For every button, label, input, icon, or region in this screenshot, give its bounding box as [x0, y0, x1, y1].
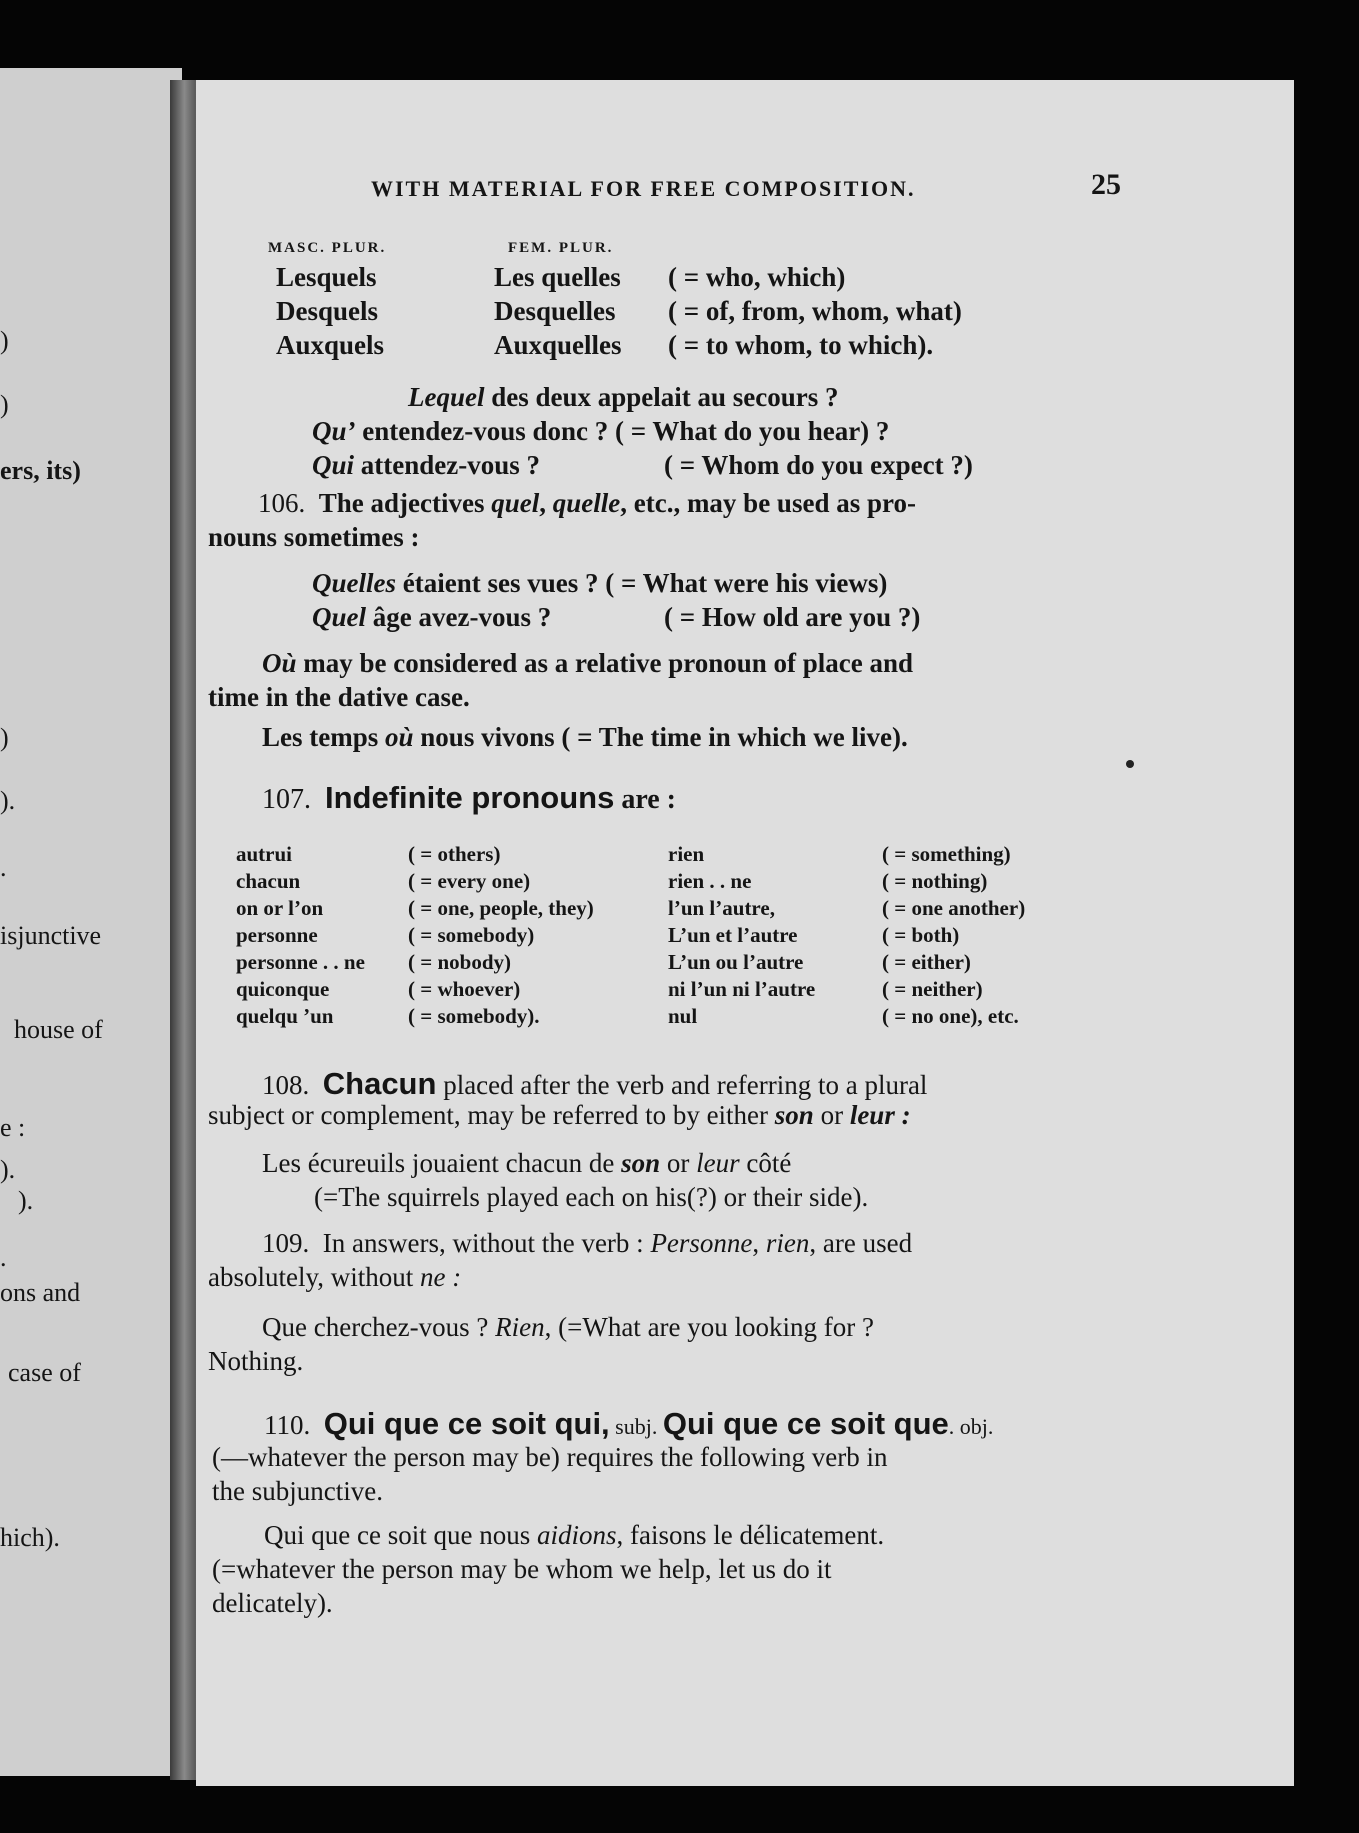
example-sentence: Quel âge avez-vous ?	[312, 602, 552, 632]
table-cell: ( = nobody)	[408, 950, 511, 974]
table-cell: rien	[668, 842, 705, 866]
left-fragment: )	[0, 390, 9, 419]
column-header-masc: MASC. PLUR.	[268, 240, 387, 256]
relative-fem: Les quelles	[494, 262, 621, 292]
table-cell: ni l’un ni l’autre	[668, 977, 816, 1001]
left-fragment: )	[0, 326, 9, 355]
left-fragment: )	[0, 723, 9, 752]
example-sentence: Qu’ entendez-vous donc ? ( = What do you hear) ?	[312, 416, 890, 446]
table-cell: ( = no one), etc.	[882, 1004, 1019, 1028]
paragraph-110-example: Qui que ce soit que nous aidions, faisons le délicatement.	[264, 1520, 885, 1550]
table-cell: ( = either)	[882, 950, 971, 974]
left-fragment: e :	[0, 1113, 26, 1142]
table-cell: ( = every one)	[408, 869, 531, 893]
relative-gloss: ( = of, from, whom, what)	[668, 296, 962, 326]
example-gloss: ( = Whom do you expect ?)	[664, 450, 973, 480]
relative-gloss: ( = to whom, to which).	[668, 330, 934, 360]
page-number: 25	[1091, 168, 1121, 201]
relative-fem: Desquelles	[494, 296, 616, 326]
table-cell: ( = one, people, they)	[408, 896, 594, 920]
table-cell: ( = one another)	[882, 896, 1026, 920]
paragraph-109-example-line: Nothing.	[208, 1346, 304, 1376]
table-cell: ( = somebody).	[408, 1004, 540, 1028]
paragraph-106-line: nouns sometimes :	[208, 522, 420, 552]
table-cell: ( = others)	[408, 842, 501, 866]
ou-paragraph: Où may be considered as a relative pronoun of place and	[262, 648, 914, 678]
book-page	[196, 80, 1294, 1786]
paragraph-110-line: the subjunctive.	[212, 1476, 383, 1506]
paragraph-109-example: Que cherchez-vous ? Rien, (=What are you looking for ?	[262, 1312, 874, 1342]
table-cell: rien . . ne	[668, 869, 752, 893]
left-fragment: .	[0, 853, 7, 882]
table-cell: on or l’on	[236, 896, 324, 920]
left-page-fragment	[0, 68, 182, 1776]
table-cell: ( = both)	[882, 923, 960, 947]
left-fragment: ).	[18, 1186, 34, 1215]
paragraph-108-example-line: (=The squirrels played each on his(?) or their side).	[314, 1182, 869, 1212]
relative-masc: Lesquels	[276, 262, 377, 292]
table-cell: personne	[236, 923, 318, 947]
table-cell: ( = nothing)	[882, 869, 988, 893]
paragraph-108-example: Les écureuils jouaient chacun de son or leur côté	[262, 1148, 792, 1178]
paragraph-109: 109. In answers, without the verb : Personne, rien, are used	[262, 1228, 913, 1258]
table-cell: personne . . ne	[236, 950, 365, 974]
table-cell: L’un ou l’autre	[668, 950, 804, 974]
paragraph-110-line: (—whatever the person may be) requires the following verb in	[212, 1442, 888, 1472]
ou-example: Les temps où nous vivons ( = The time in which we live).	[262, 722, 908, 752]
left-fragment: ).	[0, 1155, 16, 1184]
table-cell: ( = something)	[882, 842, 1011, 866]
ink-spot	[1126, 760, 1134, 768]
left-fragment: ons and	[0, 1278, 81, 1307]
table-cell: ( = whoever)	[408, 977, 521, 1001]
paragraph-108: 108. Chacun placed after the verb and referring to a plural	[262, 1066, 928, 1101]
paragraph-110: 110. Qui que ce soit qui, subj. Qui que ce soit que. obj.	[264, 1406, 994, 1441]
paragraph-109-line: absolutely, without ne :	[208, 1262, 462, 1292]
left-fragment: case of	[8, 1358, 81, 1387]
table-cell: chacun	[236, 869, 301, 893]
paragraph-106: 106. The adjectives quel, quelle, etc., may be used as pro-	[258, 488, 916, 518]
running-title: WITH MATERIAL FOR FREE COMPOSITION.	[371, 176, 916, 201]
table-cell: ( = somebody)	[408, 923, 535, 947]
paragraph-110-example-line: (=whatever the person may be whom we help, let us do it	[212, 1554, 832, 1584]
relative-fem: Auxquelles	[494, 330, 622, 360]
left-fragment: ers, its)	[0, 456, 81, 485]
relative-gloss: ( = who, which)	[668, 262, 846, 292]
table-cell: ( = neither)	[882, 977, 983, 1001]
left-fragment: house of	[14, 1015, 103, 1044]
left-fragment: ).	[0, 786, 16, 815]
relative-masc: Auxquels	[276, 330, 385, 360]
relative-masc: Desquels	[276, 296, 379, 326]
paragraph-110-example-line: delicately).	[212, 1588, 333, 1618]
left-fragment: hich).	[0, 1523, 60, 1552]
left-fragment: .	[0, 1243, 7, 1272]
column-header-fem: FEM. PLUR.	[508, 240, 614, 256]
table-cell: quelqu ’un	[236, 1004, 334, 1028]
left-fragment: isjunctive	[0, 921, 102, 950]
table-cell: l’un l’autre,	[668, 896, 775, 920]
table-cell: nul	[668, 1004, 698, 1028]
example-gloss: ( = How old are you ?)	[664, 602, 921, 632]
example-sentence: Lequel des deux appelait au secours ?	[408, 382, 839, 412]
example-sentence: Qui attendez-vous ?	[312, 450, 541, 480]
paragraph-107: 107. Indefinite pronouns are :	[262, 780, 676, 815]
table-cell: L’un et l’autre	[668, 923, 798, 947]
paragraph-108-line: subject or complement, may be referred to by either son or leur :	[208, 1100, 911, 1130]
table-cell: quiconque	[236, 977, 330, 1001]
example-sentence: Quelles étaient ses vues ? ( = What were his views)	[312, 568, 888, 598]
ou-paragraph-line: time in the dative case.	[208, 682, 470, 712]
table-cell: autrui	[236, 842, 293, 866]
